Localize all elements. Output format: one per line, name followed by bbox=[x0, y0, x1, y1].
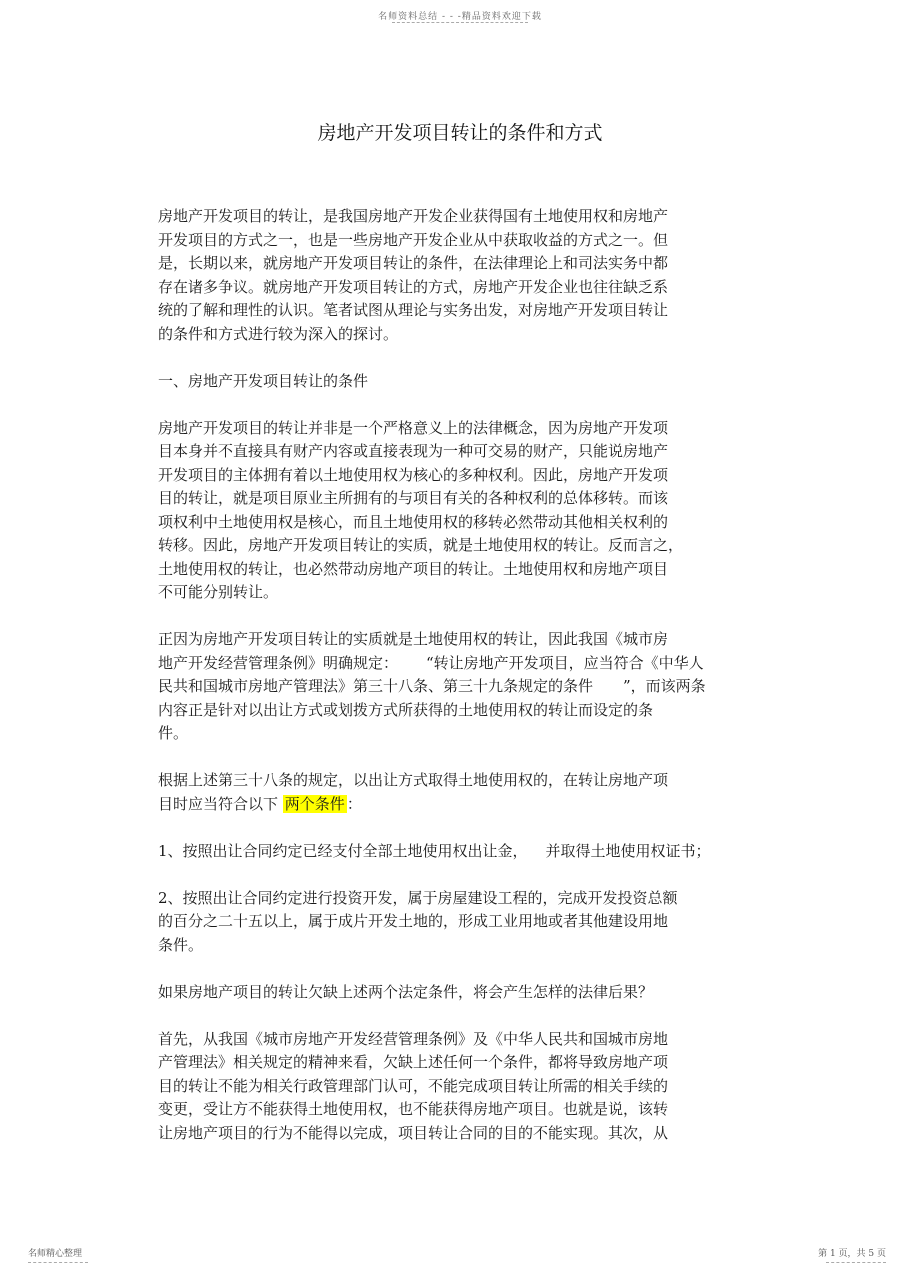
text-line: 件。 bbox=[158, 724, 189, 742]
footer-right-divider bbox=[826, 1262, 886, 1263]
text-line: 存在诸多争议。就房地产开发项目转让的方式，房地产开发企业也往往缺乏系 bbox=[158, 277, 669, 296]
text-line: 产管理法》相关规定的精神来看，欠缺上述任何一个条件，都将导致房地产项 bbox=[158, 1053, 669, 1071]
document-title: 房地产开发项目转让的条件和方式 bbox=[317, 122, 603, 144]
text-line: 房地产开发项目的转让并非是一个严格意义上的法律概念，因为房地产开发项 bbox=[158, 418, 669, 437]
footer-left-divider bbox=[28, 1262, 88, 1263]
paragraph-article-38 bbox=[158, 769, 758, 816]
text-line: 转移。因此，房地产开发项目转让的实质，就是土地使用权的转让。反而言之， bbox=[158, 536, 684, 554]
paragraph-regulation bbox=[158, 628, 758, 746]
text-segment: 民共和国城市房地产管理法》第三十八条、第三十九条规定的条件 bbox=[158, 677, 594, 695]
text-line: 目的转让不能为相关行政管理部门认可，不能完成项目转让所需的相关手续的 bbox=[158, 1076, 669, 1095]
condition-item-1 bbox=[158, 840, 758, 864]
text-line: 开发项目的方式之一，也是一些房地产开发企业从中获取收益的方式之一。但 bbox=[158, 230, 669, 249]
text-line: 正因为房地产开发项目转让的实质就是土地使用权的转让，因此我国《城市房 bbox=[158, 630, 669, 648]
text-line: 变更，受让方不能获得土地使用权，也不能获得房地产项目。也就是说，该转 bbox=[158, 1100, 669, 1118]
text-line: 首先，从我国《城市房地产开发经营管理条例》及《中华人民共和国城市房地 bbox=[158, 1029, 669, 1048]
text-line: 条件。 bbox=[158, 935, 204, 954]
text-segment: ： bbox=[346, 794, 362, 813]
text-line: 2、按照出让合同约定进行投资开发，属于房屋建设工程的，完成开发投资总额 bbox=[158, 888, 678, 907]
paragraph-consequences bbox=[158, 1028, 758, 1146]
text-line bbox=[158, 652, 758, 676]
text-line: 土地使用权的转让，也必然带动房地产项目的转让。土地使用权和房地产项目 bbox=[158, 559, 669, 578]
text-line: 的百分之二十五以上，属于成片开发土地的，形成工业用地或者其他建设用地 bbox=[158, 912, 669, 930]
document-body bbox=[158, 205, 758, 1169]
text-line: 项权利中土地使用权是核心，而且土地使用权的移转必然带动其他相关权利的 bbox=[158, 512, 669, 531]
text-line: 让房地产项目的行为不能得以完成，项目转让合同的目的不能实现。其次，从 bbox=[158, 1123, 669, 1142]
text-line: 开发项目的主体拥有着以土地使用权为核心的多种权利。因此，房地产开发项 bbox=[158, 465, 669, 484]
header-text: 名师资料总结 - - -精品资料欢迎下载 bbox=[378, 12, 542, 22]
text-segment: ”，而该两条 bbox=[623, 677, 706, 695]
text-segment: 地产开发经营管理条例》明确规定： bbox=[158, 653, 399, 672]
text-line bbox=[158, 675, 758, 699]
text-line: 房地产开发项目的转让，是我国房地产开发企业获得国有土地使用权和房地产 bbox=[158, 207, 669, 225]
text-line bbox=[158, 793, 758, 817]
text-line: 目的转让，就是项目原业主所拥有的与项目有关的各种权利的总体移转。而该 bbox=[158, 489, 669, 507]
text-line: 目本身并不直接具有财产内容或直接表现为一种可交易的财产，只能说房地产 bbox=[158, 442, 669, 460]
text-segment: 1、按照出让合同约定已经支付全部土地使用权出让金， bbox=[158, 841, 528, 860]
text-line bbox=[158, 840, 758, 864]
heading-text: 一、房地产开发项目转让的条件 bbox=[158, 371, 369, 390]
text-line: 根据上述第三十八条的规定，以出让方式取得土地使用权的，在转让房地产项 bbox=[158, 771, 669, 789]
text-line: 的条件和方式进行较为深入的探讨。 bbox=[158, 324, 399, 343]
text-segment: 并取得土地使用权证书； bbox=[545, 841, 711, 860]
header-divider bbox=[392, 22, 528, 23]
text-segment: “转让房地产开发项目，应当符合《中华人 bbox=[426, 653, 704, 672]
text-line: 是，长期以来，就房地产开发项目转让的条件，在法律理论上和司法实务中都 bbox=[158, 254, 669, 272]
paragraph-question bbox=[158, 981, 758, 1005]
paragraph-intro bbox=[158, 205, 758, 346]
text-line: 不可能分别转让。 bbox=[158, 583, 279, 601]
text-line: 内容正是针对以出让方式或划拨方式所获得的土地使用权的转让而设定的条 bbox=[158, 700, 654, 719]
text-line: 如果房地产项目的转让欠缺上述两个法定条件，将会产生怎样的法律后果？ bbox=[158, 982, 654, 1001]
section-heading-1 bbox=[158, 370, 758, 394]
paragraph-concept bbox=[158, 417, 758, 605]
footer-left-text: 名师精心整理 bbox=[28, 1249, 83, 1259]
text-line: 统的了解和理性的认识。笔者试图从理论与实务出发，对房地产开发项目转让 bbox=[158, 301, 669, 319]
page-number: 第 1 页，共 5 页 bbox=[818, 1249, 886, 1259]
condition-item-2 bbox=[158, 887, 758, 958]
text-segment: 目时应当符合以下 bbox=[158, 794, 279, 813]
highlighted-text: 两个条件 bbox=[284, 794, 345, 813]
